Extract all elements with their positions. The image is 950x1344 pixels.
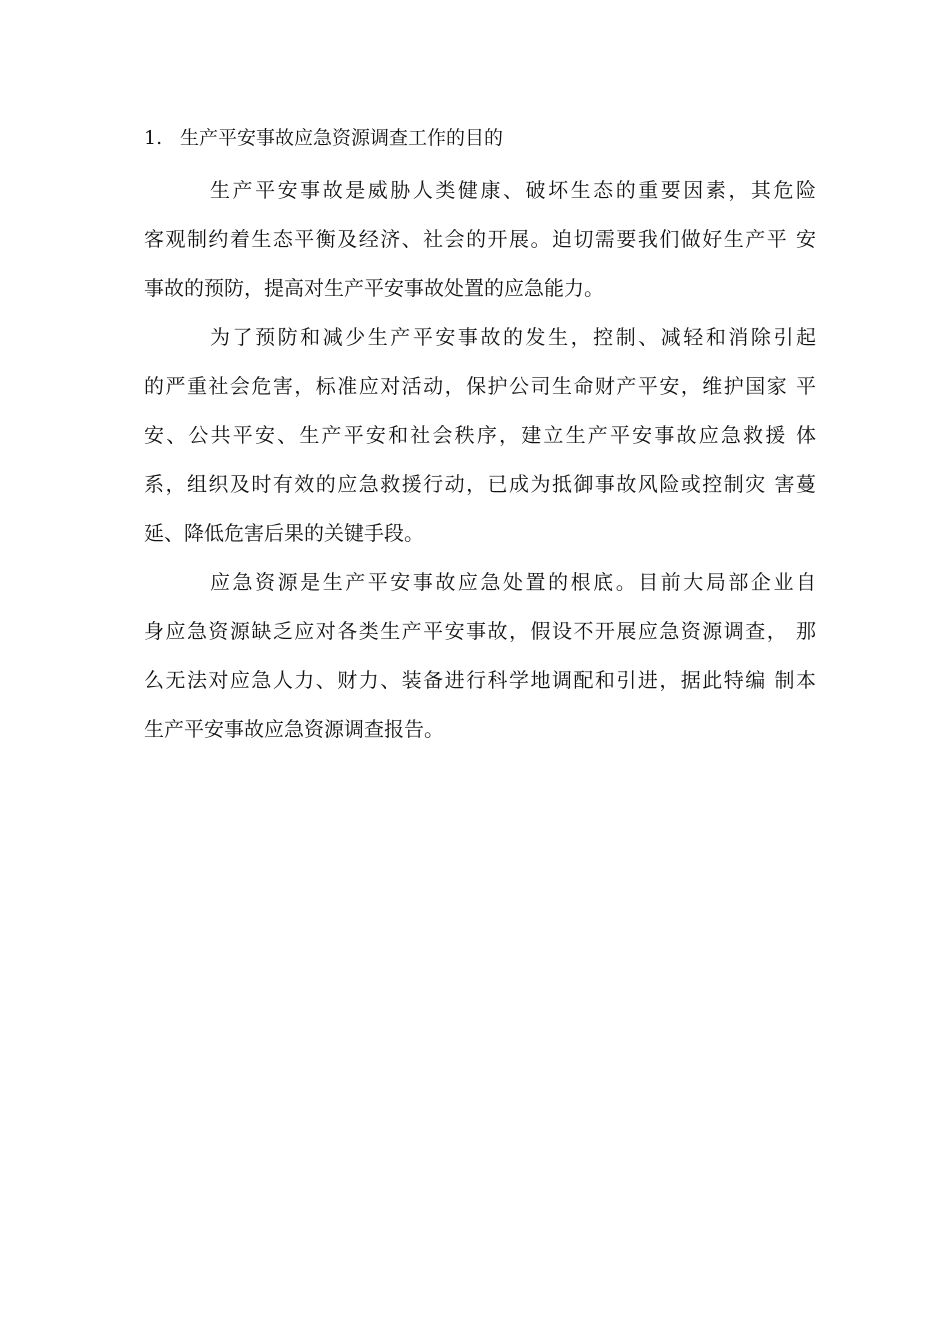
paragraph-line: 系，组织及时有效的应急救援行动，已成为抵御事故风险或控制灾 害蔓	[144, 472, 816, 496]
section-number: 1.	[144, 127, 163, 149]
section-heading	[144, 118, 816, 158]
paragraph-line: 客观制约着生态平衡及经济、社会的开展。迫切需要我们做好生产平 安	[144, 227, 816, 251]
document-body	[144, 118, 816, 754]
paragraph-1	[144, 166, 816, 313]
section-title: 生产平安事故应急资源调查工作的目的	[180, 127, 504, 149]
paragraph-line: 么无法对应急人力、财力、装备进行科学地调配和引进，据此特编 制本	[144, 668, 816, 692]
paragraph-line: 的严重社会危害，标准应对活动，保护公司生命财产平安，维护国家 平	[144, 374, 816, 398]
paragraph-line: 为了预防和减少生产平安事故的发生，控制、减轻和消除引起	[210, 325, 816, 349]
paragraph-line: 延、降低危害后果的关键手段。	[144, 521, 424, 545]
paragraph-line: 应急资源是生产平安事故应急处置的根底。目前大局部企业自	[210, 570, 816, 594]
paragraph-3	[144, 558, 816, 754]
paragraph-line: 生产平安事故应急资源调查报告。	[144, 717, 444, 741]
paragraph-line: 事故的预防，提高对生产平安事故处置的应急能力。	[144, 276, 604, 300]
paragraph-2	[144, 313, 816, 558]
paragraph-line: 生产平安事故是威胁人类健康、破坏生态的重要因素，其危险	[210, 178, 816, 202]
paragraph-line: 身应急资源缺乏应对各类生产平安事故，假设不开展应急资源调查， 那	[144, 619, 816, 643]
paragraph-line: 安、公共平安、生产平安和社会秩序，建立生产平安事故应急救援 体	[144, 423, 816, 447]
